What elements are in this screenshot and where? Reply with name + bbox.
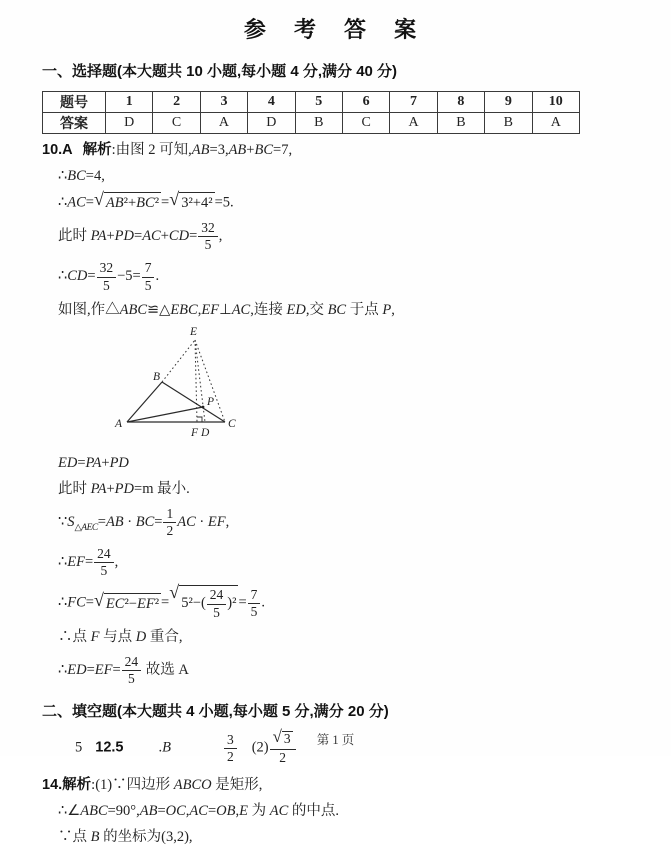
formula-line: ∴∠ABC=90°,AB=OC,AC=OB,E 为 AC 的中点. [58,803,339,820]
figure-label-d: D [201,426,210,439]
geometry-figure-wrap [100,323,641,448]
answer-table [42,91,580,134]
formula-line: ∴CD= $\frac{32}{5}$ −5= $\frac{7}{5}$ . [58,260,160,293]
answer-cell: A [532,113,579,134]
question-number-cell: 2 [153,92,200,113]
section-choice-heading: 一、选择题(本大题共 10 小题,每小题 4 分,满分 40 分) [42,63,398,80]
right-angle-mark [197,417,202,422]
segment-BC [162,382,225,422]
formula-line: 此时 PA+PD=m 最小. [58,480,190,497]
formula-line: ∴FC= √ EC²−EF² = √ 5²−( $\frac{24}{5}$ )² = $\frac{7}{5}$ . [58,585,641,621]
figure-label-a: A [115,417,123,430]
answer-row [43,113,580,134]
segment-EC-dotted [195,340,225,422]
page-footer: 第 1 页 [316,733,355,747]
solution-14 [42,775,641,848]
question-number-cell: 8 [437,92,484,113]
formula-line: ∴ED=EF= $\frac{24}{5}$ 故选 A [58,653,189,686]
question-number-row [43,92,580,113]
formula-line: ∴点 F 与点 D 重合, [58,628,183,645]
question-number-cell: 5 [295,92,342,113]
geometry-figure [100,323,250,443]
formula-line: $\because S_{\triangle AEC}=AB \cdot BC=$ $\frac{1}{2}$ AC · EF, [58,505,230,538]
segment-BE-dotted [162,340,195,382]
question-number-cell: 6 [342,92,389,113]
answer-cell: A [390,113,437,134]
formula-line: ED=PA+PD [58,454,129,471]
answer-cell: B [437,113,484,134]
formula-line: 此时 PA+PD=AC+CD= $\frac{32}{5}$ , [58,220,223,253]
figure-label-p: P [207,395,215,408]
section-blank-heading: 二、填空题(本大题共 4 小题,每小题 5 分,满分 20 分) [42,703,389,721]
formula-line: 如图,作△ABC≌△EBC,EF⊥AC,连接 ED,交 BC 于点 P, [58,301,395,318]
solution-10-part1 [42,140,641,321]
segment-EF-dotted [195,340,197,422]
answer-cell: C [342,113,389,134]
formula-line: ∴AC= √ AB²+BC² = √ 3²+4² =5. [58,192,641,214]
answer-cell: C [153,113,200,134]
question-number-row-header: 题号 [43,92,106,113]
answer-cell: D [106,113,153,134]
question-number-cell: 4 [248,92,295,113]
formula-line: 5 12.5 .B $\frac{3}{2}$ (2) √ 3 2 [75,729,641,767]
formula-line: ∴EF= $\frac{24}{5}$ , [58,546,119,579]
answer-cell: A [200,113,247,134]
answer-cell: B [295,113,342,134]
question-number-cell: 7 [390,92,437,113]
figure-label-b: B [153,370,161,383]
figure-label-f: F [191,426,199,439]
solution-10-part2 [42,453,641,688]
question-number-cell: 1 [106,92,153,113]
question-number-cell: 9 [485,92,532,113]
page-title: 参 考 答 案 [243,17,428,42]
question-number-cell: 3 [200,92,247,113]
answer-cell: B [485,113,532,134]
question-number-cell: 10 [532,92,579,113]
answer-row-header: 答案 [43,113,106,134]
formula-line: ∴BC=4, [58,168,105,185]
point-P-dot [202,405,205,408]
figure-label-c: C [228,417,236,430]
formula-line: 14.解析:(1)∵四边形 ABCO 是矩形, [42,777,263,794]
formula-line: 10.A 解析:由图 2 可知,AB=3,AB+BC=7, [42,142,293,158]
answer-cell: D [248,113,295,134]
figure-label-e: E [190,325,198,338]
formula-line: ∵点 B 的坐标为(3,2), [58,829,193,846]
